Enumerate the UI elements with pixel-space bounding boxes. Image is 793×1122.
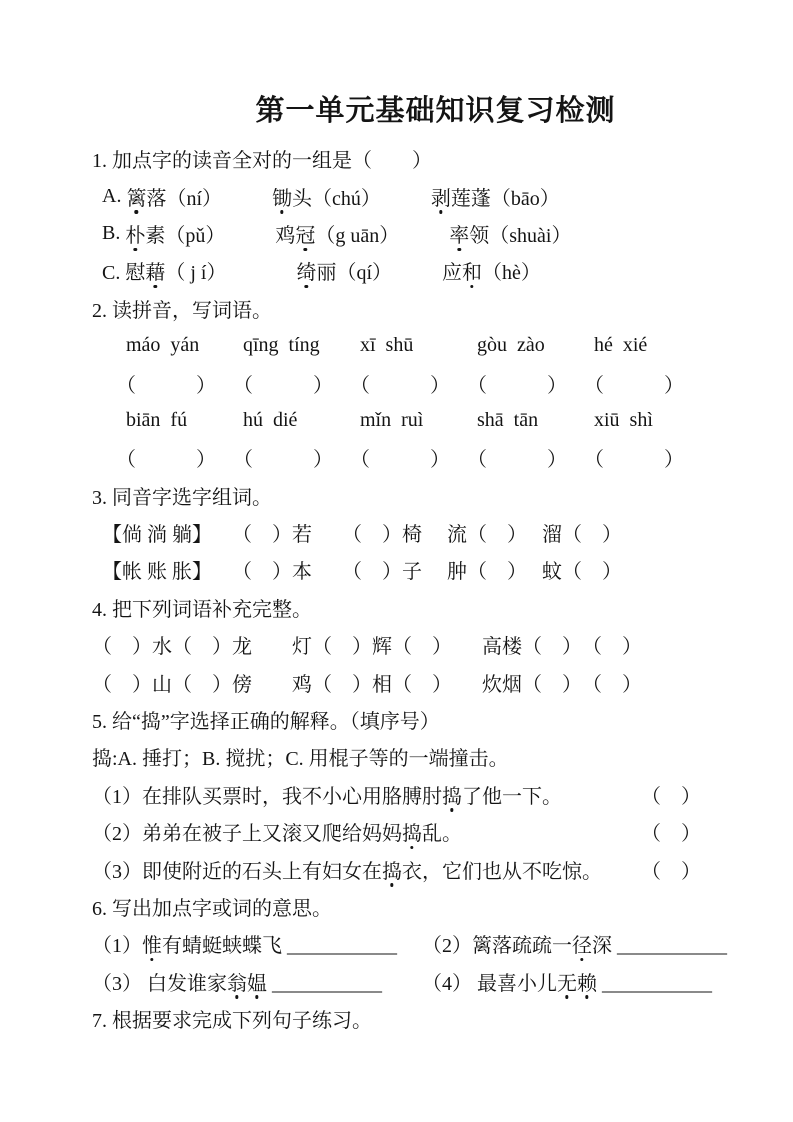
text-segment: （g uān） (315, 224, 450, 247)
text-segment: 头（chú） (292, 187, 431, 210)
text-segment: 深 ___________ (592, 935, 727, 958)
q6-item-1 (92, 929, 422, 958)
q5-item-2 (92, 813, 701, 850)
emphasis-dotted-char: 剥 (431, 182, 451, 211)
text-segment: （2）篱落疏疏一 (422, 935, 572, 958)
answer-blank-paren: （ ） (233, 449, 333, 472)
pinyin-word: qīng tíng (243, 334, 320, 357)
text-segment: 衣，它们也从不吃惊。 (402, 860, 602, 883)
emphasis-dotted-char: 藉 (145, 256, 165, 285)
emphasis-dotted-char: 赖 (577, 967, 597, 996)
q2-answer-paren-row-1 (116, 364, 701, 401)
q2-stem (92, 290, 701, 327)
q5-item-1 (92, 776, 701, 813)
text-segment: 领（shuài） (469, 224, 572, 247)
text-segment: （1） (92, 935, 142, 958)
q2-pinyin-row-1 (116, 327, 701, 364)
text-segment: B. (102, 221, 126, 244)
q6-item-4 (422, 967, 712, 996)
pinyin-word: gòu zào (477, 334, 545, 357)
text-segment: （hè） (482, 262, 541, 285)
text-segment: （ j í） (165, 262, 297, 285)
text-segment: （ ）山（ ）傍 鸡（ ）相（ ） 炊烟（ ） （ ） (92, 673, 642, 696)
pinyin-word: xiū shì (594, 408, 653, 431)
q6-row-2 (92, 963, 712, 1000)
text-segment: 莲蓬（bāo） (450, 187, 560, 210)
q7-stem (92, 1000, 701, 1037)
pinyin-word: hú dié (243, 408, 298, 431)
answer-blank-paren: （ ） (467, 374, 567, 397)
text-segment: 5. 给“捣”字选择正确的解释。（填序号） (92, 711, 440, 734)
text-segment: 【帐 账 胀】 （ ）本 （ ）子 肿（ ） 蚊（ ） (102, 561, 622, 584)
text-segment: 素（pǔ） 鸡 (145, 224, 296, 247)
text-segment: 丽（qí） 应 (316, 262, 463, 285)
emphasis-dotted-char: 无 (557, 967, 577, 996)
text-segment: ___________ (597, 972, 712, 995)
answer-blank-paren: （ ） (641, 785, 701, 808)
text-segment: 1. 加点字的读音全对的一组是（ ） (92, 150, 432, 173)
q6-item-2 (422, 929, 727, 958)
text-segment: （ ）水（ ）龙 灯（ ）辉（ ） 高楼（ ） （ ） (92, 636, 642, 659)
emphasis-dotted-char: 捣 (442, 780, 462, 809)
emphasis-dotted-char: 捣 (382, 855, 402, 884)
text-segment: 3. 同音字选字组词。 (92, 486, 272, 509)
emphasis-dotted-char: 率 (449, 219, 469, 248)
text-segment: C. 慰 (102, 262, 146, 285)
sentence-text (92, 855, 602, 884)
q1-option-b (102, 215, 701, 252)
pinyin-word: biān fú (126, 408, 188, 431)
answer-blank-paren: （ ） (467, 449, 567, 472)
q2-answer-paren-row-2 (116, 439, 701, 476)
emphasis-dotted-char: 绮 (296, 256, 316, 285)
pinyin-word: hé xié (594, 334, 648, 357)
text-segment: （4） 最喜小儿 (422, 972, 557, 995)
emphasis-dotted-char: 朴 (125, 219, 145, 248)
text-segment: （1）在排队买票时，我不小心用胳膊肘 (92, 785, 442, 808)
q5-gloss (92, 738, 701, 775)
q3-row-1 (102, 514, 701, 551)
text-segment: 落（ní） (146, 187, 273, 210)
emphasis-dotted-char: 惟 (142, 929, 162, 958)
answer-blank-paren: （ ） (641, 860, 701, 883)
q4-row-2 (92, 663, 701, 700)
q5-stem (92, 701, 701, 738)
text-segment: 6. 写出加点字或词的意思。 (92, 898, 332, 920)
q1-option-a (102, 177, 701, 214)
q1-option-c (102, 252, 701, 289)
answer-blank-paren: （ ） (233, 374, 333, 397)
text-segment: 【倘 淌 躺】 （ ）若 （ ）椅 流（ ） 溜（ ） (102, 524, 622, 547)
answer-blank-paren: （ ） (584, 374, 684, 397)
answer-blank-paren: （ ） (350, 449, 450, 472)
emphasis-dotted-char: 媪 (247, 967, 267, 996)
answer-blank-paren: （ ） (641, 823, 701, 846)
emphasis-dotted-char: 和 (462, 256, 482, 285)
text-segment: 捣:A. 捶打；B. 搅扰；C. 用棍子等的一端撞击。 (92, 748, 509, 771)
document-lines (92, 140, 727, 1037)
text-segment: （3） 白发谁家 (92, 972, 227, 995)
text-segment: ___________ (267, 972, 382, 995)
q4-row-1 (92, 626, 701, 663)
q6-row-1 (92, 925, 727, 962)
q3-row-2 (102, 551, 701, 588)
q6-item-3 (92, 967, 422, 996)
pinyin-word: shā tān (477, 408, 539, 431)
text-segment: 2. 读拼音，写词语。 (92, 299, 272, 322)
answer-blank-paren: （ ） (116, 374, 216, 397)
text-segment: 有蜻蜓蛱蝶飞 ___________ (162, 935, 397, 958)
q4-stem (92, 589, 701, 626)
emphasis-dotted-char: 篱 (126, 182, 146, 211)
text-segment: 了他一下。 (462, 785, 562, 808)
text-segment: （3）即使附近的石头上有妇女在 (92, 860, 382, 883)
pinyin-word: xī shū (360, 334, 414, 357)
emphasis-dotted-char: 翁 (227, 967, 247, 996)
answer-blank-paren: （ ） (116, 449, 216, 472)
q6-stem (92, 888, 701, 925)
text-segment: （2）弟弟在被子上又滚又爬给妈妈 (92, 823, 402, 846)
text-segment: A. (102, 184, 127, 207)
emphasis-dotted-char: 径 (572, 929, 592, 958)
q2-pinyin-row-2 (116, 402, 701, 439)
emphasis-dotted-char: 冠 (295, 219, 315, 248)
document-title: 第一单元基础知识复习检测 (255, 95, 616, 127)
q3-stem (92, 477, 701, 514)
text-segment: 4. 把下列词语补充完整。 (92, 598, 312, 621)
q5-item-3 (92, 850, 701, 887)
sentence-text (92, 780, 562, 809)
sentence-text (92, 817, 462, 846)
pinyin-word: máo yán (126, 334, 200, 357)
emphasis-dotted-char: 锄 (272, 182, 292, 211)
text-segment: 乱。 (422, 823, 462, 846)
answer-blank-paren: （ ） (584, 449, 684, 472)
q1-stem (92, 140, 701, 177)
pinyin-word: mǐn ruì (360, 408, 424, 431)
emphasis-dotted-char: 捣 (402, 817, 422, 846)
text-segment: 7. 根据要求完成下列句子练习。 (92, 1010, 372, 1033)
answer-blank-paren: （ ） (350, 374, 450, 397)
